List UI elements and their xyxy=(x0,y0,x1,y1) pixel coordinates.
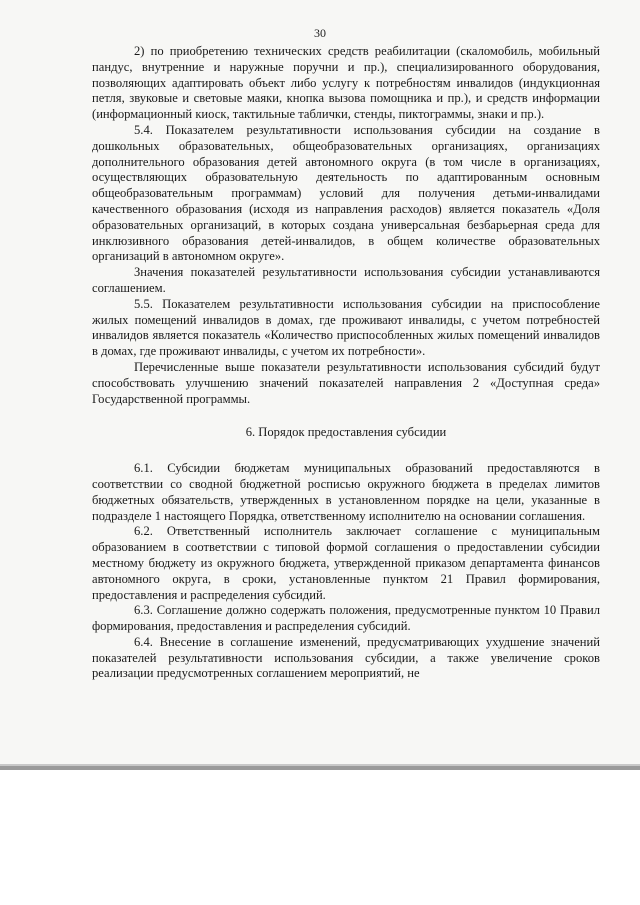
paragraph-technical-means: 2) по приобретению технических средств реабилитации (скаломобиль, мобильный пандус, внутренние и наружные поручни и пр.), специализированного оборудования, позволяющих адаптировать объект либо услугу к потребностям инвалидов (индукционная петля, звуковые и световые маяки, кнопка вызова помощника и пр.), и средств информации (информационный киоск, тактильные таблички, стенды, пиктограммы, знаки и пр.). xyxy=(92,44,600,122)
paragraph-6-1: 6.1. Субсидии бюджетам муниципальных образований предоставляются в соответствии со сводной бюджетной росписью окружного бюджета в пределах лимитов бюджетных обязательств, утвержденных в установленном порядке на цели, указанные в подразделе 1 настоящего Порядка, ответственному исполнителю на основании соглашения. xyxy=(92,461,600,523)
section-title: 6. Порядок предоставления субсидии xyxy=(245,425,447,440)
paragraph-6-3: 6.3. Соглашение должно содержать положения, предусмотренные пунктом 10 Правил формирования, предоставления и распределения субсидий. xyxy=(92,603,600,634)
paragraph-5-4: 5.4. Показателем результативности использования субсидии на создание в дошкольных образовательных, общеобразовательных организациях, организациях дополнительного образования детей автономного округа (в том числе в организациях, осуществляющих образовательную деятельность по адаптированным основным общеобразовательным программам) условий для получения детьми-инвалидами качественного образования (исходя из направления расходов) является показатель «Доля образовательных организаций, в которых создана универсальная безбарьерная среда для инклюзивного образования детей-инвалидов, в общем количестве образовательных организаций в автономном округе». xyxy=(92,122,600,264)
paragraph-5-5: 5.5. Показателем результативности использования субсидии на приспособление жилых помещений инвалидов в домах, где проживают инвалиды, с учетом потребностей инвалидов является показатель «Количество приспособленных жилых помещений инвалидов в домах, где проживают инвалиды, с учетом их потребности». xyxy=(92,296,600,359)
page-number: 30 xyxy=(314,26,326,40)
paragraph-6-2: 6.2. Ответственный исполнитель заключает соглашение с муниципальным образованием в соответствии с типовой формой соглашения о предоставлении субсидии местному бюджету из окружного бюджета, утвержденной приказом департамента финансов автономного округа, в сроки, установленные пунктом 21 Правил формирования, предоставления и распределения субсидий. xyxy=(92,524,600,602)
paragraph-listed-indicators: Перечисленные выше показатели результативности использования субсидий будут способствовать улучшению значений показателей направления 2 «Доступная среда» Государственной программы. xyxy=(92,359,600,406)
paragraph-6-4: 6.4. Внесение в соглашение изменений, предусматривающих ухудшение значений показателей результативности использования субсидии, а также увеличение сроков реализации предусмотренных соглашением мероприятий, не xyxy=(92,634,600,681)
document-body xyxy=(92,44,600,682)
paragraph-indicator-values: Значения показателей результативности использования субсидии устанавливаются соглашением. xyxy=(92,265,600,295)
